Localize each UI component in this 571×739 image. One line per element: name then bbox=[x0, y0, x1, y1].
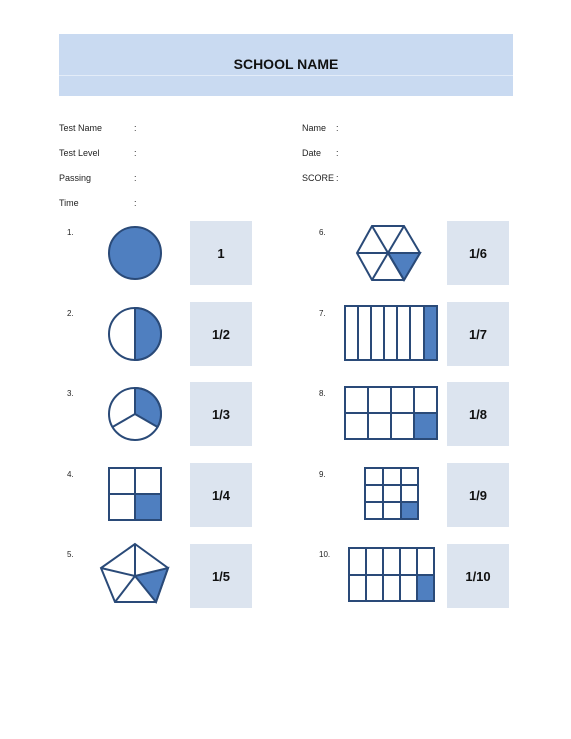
item-number: 4. bbox=[67, 470, 74, 479]
item-number: 3. bbox=[67, 389, 74, 398]
answer-box: 1/6 bbox=[447, 221, 509, 285]
item-number: 6. bbox=[319, 228, 326, 237]
item-number: 2. bbox=[67, 309, 74, 318]
item-number: 10. bbox=[319, 550, 331, 559]
date-label: Date bbox=[302, 148, 322, 158]
passing-colon: : bbox=[134, 173, 137, 183]
fraction-circle-thirds bbox=[108, 387, 164, 443]
fraction-rectangle-sevenths bbox=[344, 305, 440, 363]
passing-label: Passing bbox=[59, 173, 92, 183]
item-number: 1. bbox=[67, 228, 74, 237]
fraction-hexagon bbox=[356, 225, 422, 283]
answer-box: 1/4 bbox=[190, 463, 252, 527]
answer-box: 1/8 bbox=[447, 382, 509, 446]
header-divider bbox=[59, 75, 513, 76]
score-colon: : bbox=[336, 173, 339, 183]
answer-box: 1/3 bbox=[190, 382, 252, 446]
test-name-colon: : bbox=[134, 123, 137, 133]
fraction-rectangle-eighths bbox=[344, 386, 440, 442]
test-level-label: Test Level bbox=[59, 148, 100, 158]
test-level-colon: : bbox=[134, 148, 137, 158]
item-number: 8. bbox=[319, 389, 326, 398]
answer-box: 1/5 bbox=[190, 544, 252, 608]
time-colon: : bbox=[134, 198, 137, 208]
fraction-circle-halves bbox=[108, 307, 164, 363]
fraction-rectangle-tenths bbox=[348, 547, 436, 603]
answer-box: 1/10 bbox=[447, 544, 509, 608]
time-label: Time bbox=[59, 198, 79, 208]
name-label: Name bbox=[302, 123, 327, 133]
score-label: SCORE bbox=[302, 173, 335, 183]
fraction-square-ninths bbox=[364, 467, 422, 523]
answer-box: 1/9 bbox=[447, 463, 509, 527]
header-banner bbox=[59, 34, 513, 96]
answer-box: 1 bbox=[190, 221, 252, 285]
date-colon: : bbox=[336, 148, 339, 158]
fraction-circle-whole bbox=[108, 226, 164, 282]
item-number: 5. bbox=[67, 550, 74, 559]
fraction-pentagon bbox=[100, 543, 172, 607]
school-name-title: SCHOOL NAME bbox=[233, 56, 339, 72]
fraction-square-quarters bbox=[108, 467, 164, 523]
test-name-label: Test Name bbox=[59, 123, 103, 133]
answer-box: 1/7 bbox=[447, 302, 509, 366]
answer-box: 1/2 bbox=[190, 302, 252, 366]
item-number: 9. bbox=[319, 470, 326, 479]
name-colon: : bbox=[336, 123, 339, 133]
item-number: 7. bbox=[319, 309, 326, 318]
